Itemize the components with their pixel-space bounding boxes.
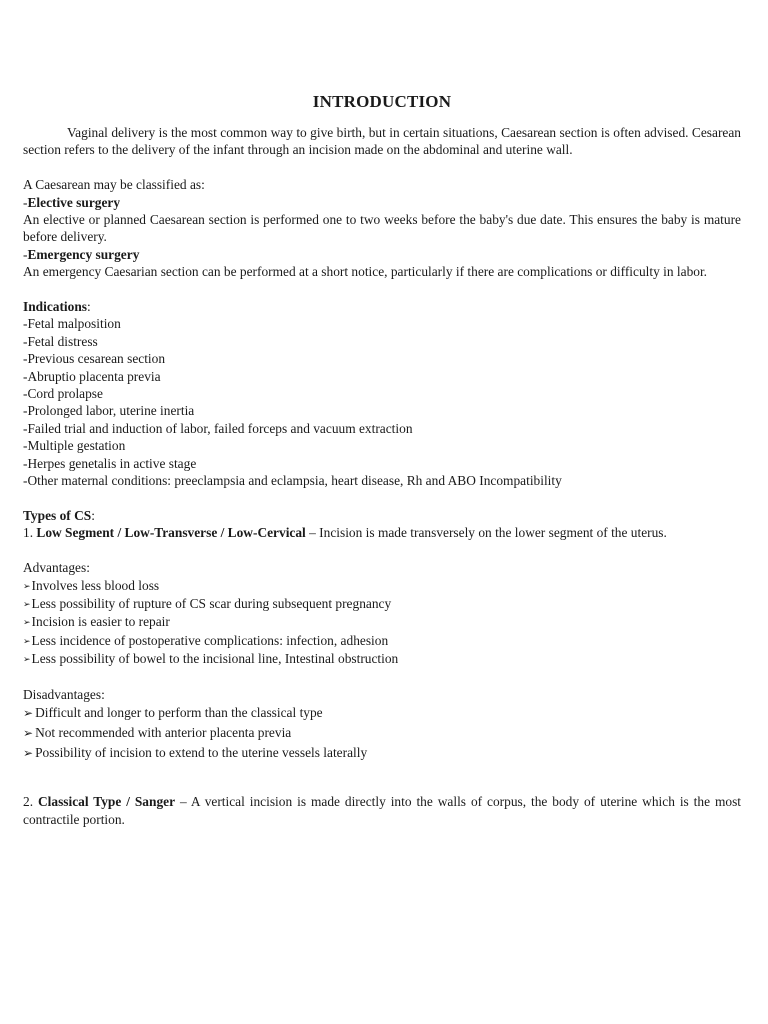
list-item: -Other maternal conditions: preeclampsia and eclampsia, heart disease, Rh and ABO Incompatibility bbox=[23, 473, 562, 489]
low-segment-paragraph: 1. Low Segment / Low-Transverse / Low-Cervical – Incision is made transversely on the lower segment of the uterus. bbox=[23, 525, 667, 541]
list-item: ➢Less incidence of postoperative complications: infection, adhesion bbox=[23, 632, 389, 648]
elective-text: An elective or planned Caesarean section is performed one to two weeks before the baby's due date. This ensures the baby is mature before delivery. bbox=[23, 212, 741, 245]
list-item: -Multiple gestation bbox=[23, 438, 126, 454]
list-item: -Failed trial and induction of labor, failed forceps and vacuum extraction bbox=[23, 420, 413, 436]
list-item: -Previous cesarean section bbox=[23, 351, 166, 367]
list-item: -Prolonged labor, uterine inertia bbox=[23, 403, 195, 419]
list-item: -Cord prolapse bbox=[23, 386, 103, 402]
list-item: ➢Less possibility of rupture of CS scar during subsequent pregnancy bbox=[23, 595, 392, 611]
emergency-text: An emergency Caesarian section can be performed at a short notice, particularly if there are complications or difficulty in labor. bbox=[23, 264, 708, 280]
arrow-bullet-icon: ➢ bbox=[23, 706, 34, 721]
advantages-list bbox=[23, 577, 741, 669]
arrow-bullet-icon: ➢ bbox=[23, 654, 31, 665]
disadvantages-label: Disadvantages: bbox=[23, 686, 105, 702]
arrow-bullet-icon: ➢ bbox=[23, 635, 31, 646]
advantages-label: Advantages: bbox=[23, 560, 90, 576]
document-page bbox=[23, 88, 741, 828]
list-item: ➢ Not recommended with anterior placenta previa bbox=[23, 725, 292, 741]
list-item: -Fetal distress bbox=[23, 333, 98, 349]
elective-heading: -Elective surgery bbox=[23, 194, 121, 210]
list-item: ➢Involves less blood loss bbox=[23, 577, 160, 593]
list-item: ➢ Difficult and longer to perform than the classical type bbox=[23, 705, 323, 721]
arrow-bullet-icon: ➢ bbox=[23, 726, 34, 741]
list-item: ➢Incision is easier to repair bbox=[23, 614, 170, 630]
arrow-bullet-icon: ➢ bbox=[23, 746, 34, 761]
indications-heading: Indications: bbox=[23, 299, 91, 315]
types-heading: Types of CS: bbox=[23, 507, 95, 523]
list-item: -Fetal malposition bbox=[23, 316, 121, 332]
disadvantages-list bbox=[23, 703, 741, 763]
indications-list bbox=[23, 315, 741, 489]
page-title: INTRODUCTION bbox=[312, 92, 452, 111]
arrow-bullet-icon: ➢ bbox=[23, 617, 31, 628]
arrow-bullet-icon: ➢ bbox=[23, 580, 31, 591]
emergency-heading: -Emergency surgery bbox=[23, 246, 140, 262]
list-item: ➢ Possibility of incision to extend to the uterine vessels laterally bbox=[23, 745, 368, 761]
arrow-bullet-icon: ➢ bbox=[23, 598, 31, 609]
classical-paragraph: 2. Classical Type / Sanger – A vertical incision is made directly into the walls of corpus, the body of uterine which is the most contractile portion. bbox=[23, 794, 742, 827]
list-item: ➢Less possibility of bowel to the incisional line, Intestinal obstruction bbox=[23, 651, 399, 667]
list-item: -Abruptio placenta previa bbox=[23, 368, 161, 384]
classification-lead: A Caesarean may be classified as: bbox=[23, 177, 205, 193]
list-item: -Herpes genetalis in active stage bbox=[23, 455, 197, 471]
intro-paragraph: Vaginal delivery is the most common way to give birth, but in certain situations, Caesarean section is often advised. Cesarean section refers to the delivery of the infant through an incision made on the abdominal and uterine wall. bbox=[23, 125, 741, 158]
